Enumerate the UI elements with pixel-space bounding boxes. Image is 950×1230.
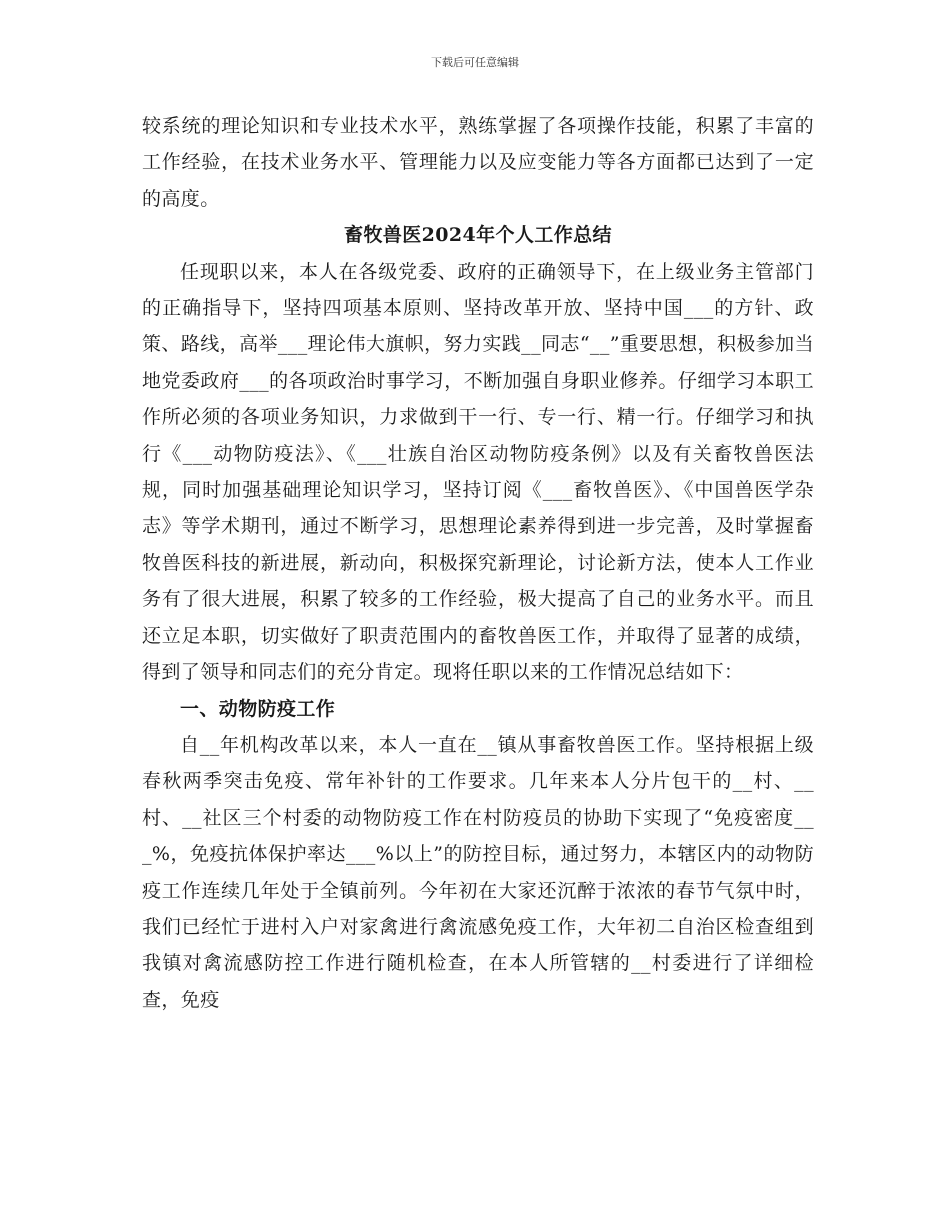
- document-body: [142, 108, 814, 1018]
- section-heading-animal-epidemic-prevention: 一、动物防疫工作: [180, 697, 336, 720]
- paragraph-1: 任现职以来，本人在各级党委、政府的正确领导下，在上级业务主管部门的正确指导下，坚持四项基本原则、坚持改革开放、坚持中国___的方针、政策、路线，高举___理论伟大旗帜，努力实践__同志“__”重要思想，积极参加当地党委政府___的各项政治时事学习，不断加强自身职业修养。仔细学习本职工作所必须的各项业务知识，力求做到干一行、专一行、精一行。仔细学习和执行《___动物防疫法》、《___壮族自治区动物防疫条例》以及有关畜牧兽医法规，同时加强基础理论知识学习，坚持订阅《___畜牧兽医》、《中国兽医学杂志》等学术期刊，通过不断学习，思想理论素养得到进一步完善，及时掌握畜牧兽医科技的新进展，新动向，积极探究新理论，讨论新方法，使本人工作业务有了很大进展，积累了较多的工作经验，极大提高了自己的业务水平。而且还立足本职，切实做好了职责范围内的畜牧兽医工作，并取得了显著的成绩，得到了领导和同志们的充分肯定。现将任职以来的工作情况总结如下：: [142, 260, 814, 684]
- page-header-note: 下载后可任意编辑: [431, 56, 519, 69]
- document-title: 畜牧兽医2024年个人工作总结: [344, 224, 612, 247]
- paragraph-2: 自__年机构改革以来，本人一直在__镇从事畜牧兽医工作。坚持根据上级春秋两季突击免疫、常年补针的工作要求。几年来本人分片包干的__村、__村、__社区三个村委的动物防疫工作在村防疫员的协助下实现了“免疫密度___%，免疫抗体保护率达___%以上”的防控目标，通过努力，本辖区内的动物防疫工作连续几年处于全镇前列。今年初在大家还沉醉于浓浓的春节气氛中时，我们已经忙于进村入户对家禽进行禽流感免疫工作，大年初二自治区检查组到我镇对禽流感防控工作进行随机检查，在本人所管辖的__村委进行了详细检查，免疫: [142, 733, 814, 1011]
- intro-paragraph: 较系统的理论知识和专业技术水平，熟练掌握了各项操作技能，积累了丰富的工作经验，在技术业务水平、管理能力以及应变能力等各方面都已达到了一定的高度。: [142, 115, 814, 210]
